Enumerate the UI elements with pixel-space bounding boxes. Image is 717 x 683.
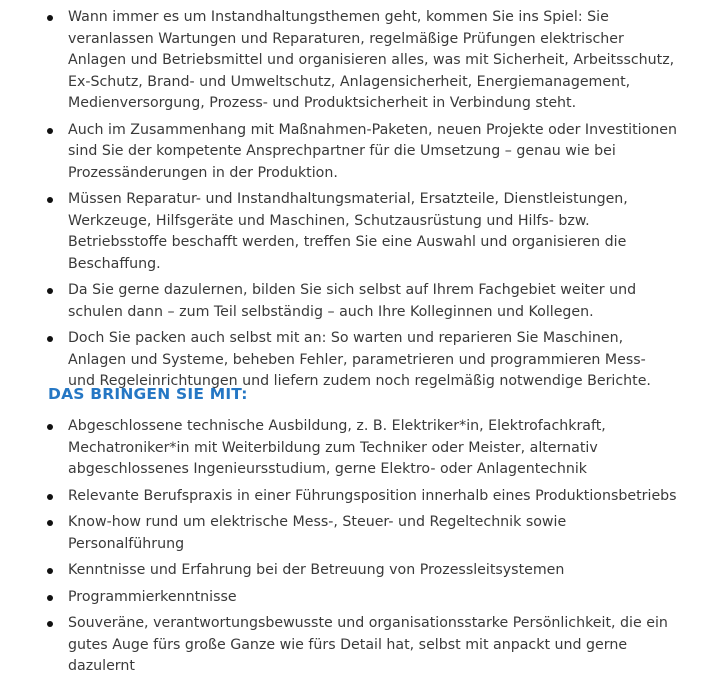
list-item xyxy=(0,189,717,275)
bullet-icon xyxy=(47,595,53,601)
list-item xyxy=(0,7,717,115)
list-item-text: Relevante Berufspraxis in einer Führungsposition innerhalb eines Produktionsbetriebs xyxy=(68,487,677,504)
list-item-text: Doch Sie packen auch selbst mit an: So warten und reparieren Sie Maschinen, Anlagen und Systeme, beheben Fehler, parametrieren und programmieren Mess- und Regeleinrichtungen und liefern zudem noch regelmäßig notwendige Berichte. xyxy=(68,330,651,389)
bullet-icon xyxy=(47,568,53,574)
list-item xyxy=(0,486,717,508)
list-item-text: Kenntnisse und Erfahrung bei der Betreuung von Prozessleitsystemen xyxy=(68,562,565,578)
section-heading: DAS BRINGEN SIE MIT: xyxy=(48,385,248,403)
list-item-text: Auch im Zusammenhang mit Maßnahmen-Paketen, neuen Projekte oder Investitionen sind Sie der kompetente Ansprechpartner für die Umsetzung – genau wie bei Prozessänderungen in der Produktion. xyxy=(68,121,678,181)
bullet-icon xyxy=(47,288,53,294)
bullet-icon xyxy=(47,424,53,430)
list-item-text: Müssen Reparatur- und Instandhaltungsmaterial, Ersatzteile, Dienstleistungen, Werkzeuge, Hilfsgeräte und Maschinen, Schutzausrüstung und Hilfs- bzw. Betriebsstoffe beschafft werden, treffen Sie eine Auswahl und organisieren die Beschaffung. xyxy=(68,191,628,272)
bullet-icon xyxy=(47,336,53,342)
list-item xyxy=(0,613,717,678)
bullet-icon xyxy=(47,15,53,21)
bullet-icon xyxy=(47,197,53,203)
bullet-icon xyxy=(47,520,53,526)
list-item xyxy=(0,560,717,582)
bullet-icon xyxy=(47,494,53,500)
requirements-list xyxy=(0,416,717,683)
list-item xyxy=(0,328,717,393)
bullet-icon xyxy=(47,128,53,134)
list-item-text: Souveräne, verantwortungsbewusste und organisationsstarke Persönlichkeit, die ein gutes Auge fürs große Ganze wie fürs Detail hat, selbst mit anpackt und gerne dazulernt xyxy=(68,615,668,674)
list-item xyxy=(0,120,717,185)
list-item xyxy=(0,280,717,323)
list-item xyxy=(0,587,717,609)
bullet-icon xyxy=(47,621,53,627)
list-item-text: Wann immer es um Instandhaltungsthemen geht, kommen Sie ins Spiel: Sie veranlassen Wartungen und Reparaturen, regelmäßige Prüfungen elektrischer Anlagen und Betriebsmittel und organisieren alles, was mit Sicherheit, Arbeitsschutz, Ex-Schutz, Brand- und Umweltschutz, Anlagensicherheit, Energiemanagement, Medienversorgung, Prozess- und Produktsicherheit in Verbindung steht. xyxy=(68,9,675,111)
list-item-text: Programmierkenntnisse xyxy=(68,588,237,605)
list-item-text: Know-how rund um elektrische Mess-, Steuer- und Regeltechnik sowie Personalführung xyxy=(68,514,567,552)
list-item xyxy=(0,512,717,555)
list-item-text: Da Sie gerne dazulernen, bilden Sie sich selbst auf Ihrem Fachgebiet weiter und schulen dann – zum Teil selbständig – auch Ihre Kolleginnen und Kollegen. xyxy=(68,282,637,320)
list-item-text: Abgeschlossene technische Ausbildung, z. B. Elektriker*in, Elektrofachkraft, Mechatroniker*in mit Weiterbildung zum Techniker oder Meister, alternativ abgeschlossenes Ingenieursstudium, gerne Elektro- oder Anlagentechnik xyxy=(68,418,606,477)
list-item xyxy=(0,416,717,481)
tasks-list xyxy=(0,7,717,398)
